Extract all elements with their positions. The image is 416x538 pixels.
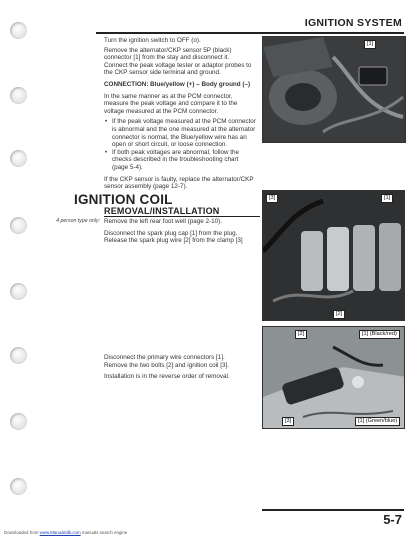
top-instructions xyxy=(104,37,256,191)
figure-ignition-coil xyxy=(262,190,405,321)
photo-coil-icon xyxy=(263,191,405,321)
callout-label: [2] xyxy=(295,330,307,339)
footer-prefix: Downloaded from xyxy=(4,530,40,535)
callout-label: [1] (Black/red) xyxy=(359,330,400,339)
binder-hole xyxy=(10,283,27,300)
step-text: Installation is in the reverse order of removal. xyxy=(104,373,230,381)
replace-text: If the CKP sensor is faulty, replace the alternator/CKP sensor assembly (page 12-7). xyxy=(104,175,254,191)
footer-rule xyxy=(262,509,404,511)
figure-primary-connectors xyxy=(262,326,405,429)
callout-label: [1] xyxy=(364,40,376,49)
step-text: Remove the alternator/CKP sensor 5P (black) connector [1] from the stay and disconnect it. xyxy=(104,46,232,62)
step-text: Remove the two bolts [2] and ignition coil [3]. xyxy=(104,361,229,369)
figure-alternator-connector xyxy=(262,36,406,143)
bullet-item: • If both peak voltages are abnormal, follow the checks described in the troubleshooting chart (page 5-4). xyxy=(104,149,256,172)
manualslib-link[interactable]: www.Manualslib.com xyxy=(39,530,81,535)
bullet-item: • If the peak voltage measured at the PCM connector is abnormal and the one measured at the alternator connector is normal, the Blue/yellow wire has an open or short circuit, or loose connection. xyxy=(104,118,256,148)
binder-hole xyxy=(10,478,27,495)
binder-hole xyxy=(10,22,27,39)
binder-hole xyxy=(10,87,27,104)
bullet-list xyxy=(104,118,256,171)
binder-hole xyxy=(10,217,27,234)
binder-hole xyxy=(10,347,27,364)
binder-holes xyxy=(0,0,30,538)
subsection-heading: REMOVAL/INSTALLATION xyxy=(104,206,220,216)
step-text: Disconnect the spark plug cap [1] from the plug. xyxy=(104,229,238,237)
callout-label: [1] (Green/blue) xyxy=(355,417,400,426)
measure-text: In the same manner as at the PCM connector, measure the peak voltage and compare it to the voltage measured at the PCM connector. xyxy=(104,92,238,115)
header-rule xyxy=(96,32,404,34)
step-text: Disconnect the primary wire connectors [1]. xyxy=(104,354,225,361)
photo-connectors-icon xyxy=(263,327,405,429)
footer-suffix: manuals search engine xyxy=(80,530,128,535)
callout-label: [3] xyxy=(282,417,294,426)
callout-label: [3] xyxy=(266,194,278,203)
subsection-rule xyxy=(104,216,260,217)
callout-label: [1] xyxy=(381,194,393,203)
callout-label: [2] xyxy=(333,310,345,319)
coil-steps xyxy=(104,354,256,381)
download-footer xyxy=(4,530,127,535)
removal-steps xyxy=(104,218,256,245)
page-number: 5-7 xyxy=(383,512,402,527)
connection-label: CONNECTION: Blue/yellow (+) – Body ground (–) xyxy=(104,80,251,88)
photo-engine-icon xyxy=(263,37,406,143)
binder-hole xyxy=(10,150,27,167)
sidenote: 4 person type only: xyxy=(56,218,100,224)
binder-hole xyxy=(10,413,27,430)
step-text: Connect the peak voltage tester or adaptor probes to the CKP sensor side terminal and ground. xyxy=(104,61,252,77)
step-text: Turn the ignition switch to OFF (o). xyxy=(104,37,201,44)
step-text: Release the spark plug wire [2] from the clamp [3] xyxy=(104,237,243,245)
section-title: IGNITION SYSTEM xyxy=(304,17,402,29)
section-heading: IGNITION COIL xyxy=(74,192,173,207)
step-text: Remove the left rear foot well (page 2-10). xyxy=(104,218,222,225)
